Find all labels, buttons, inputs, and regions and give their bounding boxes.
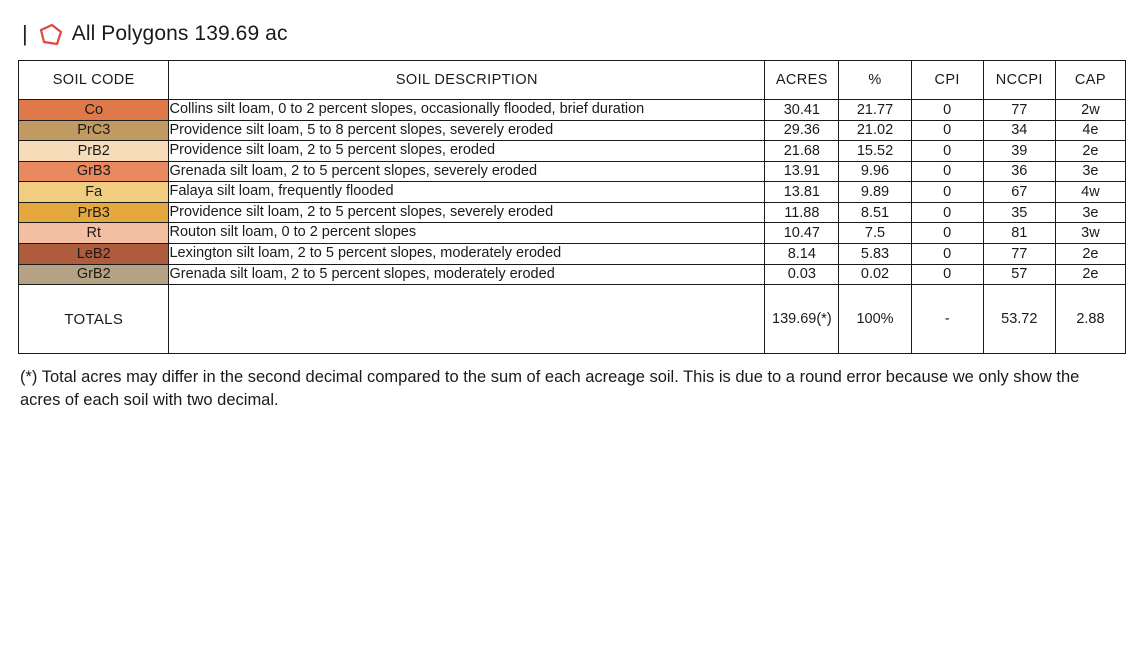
totals-acres: 139.69(*) [765, 285, 839, 354]
soil-description: Providence silt loam, 2 to 5 percent slopes, eroded [169, 141, 765, 162]
totals-percent: 100% [839, 285, 911, 354]
table-row [19, 120, 1126, 141]
cpi-value: 0 [911, 223, 983, 244]
column-header-cpi: CPI [911, 61, 983, 100]
column-header-cap: CAP [1055, 61, 1125, 100]
table-body [19, 100, 1126, 354]
soil-code-swatch: PrC3 [19, 120, 169, 141]
cpi-value: 0 [911, 182, 983, 203]
table-header-row [19, 61, 1126, 100]
table-totals-row [19, 285, 1126, 354]
footnote-text: (*) Total acres may differ in the second decimal compared to the sum of each acreage soil. This is due to a round error because we only show the acres of each soil with two decimal. [20, 368, 1080, 410]
percent-value: 0.02 [839, 264, 911, 285]
percent-value: 7.5 [839, 223, 911, 244]
cpi-value: 0 [911, 141, 983, 162]
nccpi-value: 77 [983, 100, 1055, 121]
cap-value: 2e [1055, 243, 1125, 264]
soil-code-swatch: LeB2 [19, 243, 169, 264]
soil-description: Grenada silt loam, 2 to 5 percent slopes, moderately eroded [169, 264, 765, 285]
acres-value: 29.36 [765, 120, 839, 141]
column-header-soil-code: SOIL CODE [19, 61, 169, 100]
cap-value: 4e [1055, 120, 1125, 141]
table-row [19, 141, 1126, 162]
cap-value: 2e [1055, 264, 1125, 285]
column-header-soil-description: SOIL DESCRIPTION [169, 61, 765, 100]
cpi-value: 0 [911, 161, 983, 182]
acres-value: 30.41 [765, 100, 839, 121]
soil-code-swatch: GrB2 [19, 264, 169, 285]
totals-cpi: - [911, 285, 983, 354]
acres-value: 8.14 [765, 243, 839, 264]
page-title: All Polygons 139.69 ac [71, 22, 288, 45]
acres-value: 0.03 [765, 264, 839, 285]
column-header-percent: % [839, 61, 911, 100]
soil-description: Providence silt loam, 2 to 5 percent slopes, severely eroded [169, 202, 765, 223]
nccpi-value: 34 [983, 120, 1055, 141]
soil-description: Falaya silt loam, frequently flooded [169, 182, 765, 203]
soil-summary-table [18, 60, 1126, 354]
table-row [19, 202, 1126, 223]
cpi-value: 0 [911, 202, 983, 223]
cap-value: 4w [1055, 182, 1125, 203]
nccpi-value: 39 [983, 141, 1055, 162]
table-row [19, 243, 1126, 264]
soil-code-swatch: PrB3 [19, 202, 169, 223]
column-header-nccpi: NCCPI [983, 61, 1055, 100]
totals-nccpi: 53.72 [983, 285, 1055, 354]
percent-value: 9.89 [839, 182, 911, 203]
table-row [19, 100, 1126, 121]
soil-description: Providence silt loam, 5 to 8 percent slopes, severely eroded [169, 120, 765, 141]
percent-value: 21.77 [839, 100, 911, 121]
percent-value: 5.83 [839, 243, 911, 264]
page-header [18, 14, 1126, 54]
nccpi-value: 36 [983, 161, 1055, 182]
cpi-value: 0 [911, 120, 983, 141]
percent-value: 8.51 [839, 202, 911, 223]
percent-value: 9.96 [839, 161, 911, 182]
cap-value: 2e [1055, 141, 1125, 162]
soil-code-swatch: PrB2 [19, 141, 169, 162]
column-header-acres: ACRES [765, 61, 839, 100]
header-divider: | [22, 21, 28, 46]
acres-value: 21.68 [765, 141, 839, 162]
soil-description: Routon silt loam, 0 to 2 percent slopes [169, 223, 765, 244]
cpi-value: 0 [911, 264, 983, 285]
acres-value: 13.91 [765, 161, 839, 182]
soil-code-swatch: Rt [19, 223, 169, 244]
cap-value: 3e [1055, 202, 1125, 223]
soil-description: Lexington silt loam, 2 to 5 percent slopes, moderately eroded [169, 243, 765, 264]
cap-value: 3w [1055, 223, 1125, 244]
cpi-value: 0 [911, 100, 983, 121]
nccpi-value: 81 [983, 223, 1055, 244]
totals-description [169, 285, 765, 354]
polygon-icon [38, 22, 64, 48]
table-row [19, 223, 1126, 244]
nccpi-value: 77 [983, 243, 1055, 264]
table-row [19, 161, 1126, 182]
totals-cap: 2.88 [1055, 285, 1125, 354]
percent-value: 15.52 [839, 141, 911, 162]
totals-label: TOTALS [19, 285, 169, 354]
soil-code-swatch: Co [19, 100, 169, 121]
acres-value: 10.47 [765, 223, 839, 244]
percent-value: 21.02 [839, 120, 911, 141]
soil-description: Collins silt loam, 0 to 2 percent slopes, occasionally flooded, brief duration [169, 100, 765, 121]
soil-code-swatch: GrB3 [19, 161, 169, 182]
soil-code-swatch: Fa [19, 182, 169, 203]
acres-value: 13.81 [765, 182, 839, 203]
cap-value: 3e [1055, 161, 1125, 182]
table-row [19, 264, 1126, 285]
table-header [19, 61, 1126, 100]
cap-value: 2w [1055, 100, 1125, 121]
table-row [19, 182, 1126, 203]
cpi-value: 0 [911, 243, 983, 264]
nccpi-value: 35 [983, 202, 1055, 223]
acres-value: 11.88 [765, 202, 839, 223]
nccpi-value: 67 [983, 182, 1055, 203]
soil-description: Grenada silt loam, 2 to 5 percent slopes, severely eroded [169, 161, 765, 182]
nccpi-value: 57 [983, 264, 1055, 285]
